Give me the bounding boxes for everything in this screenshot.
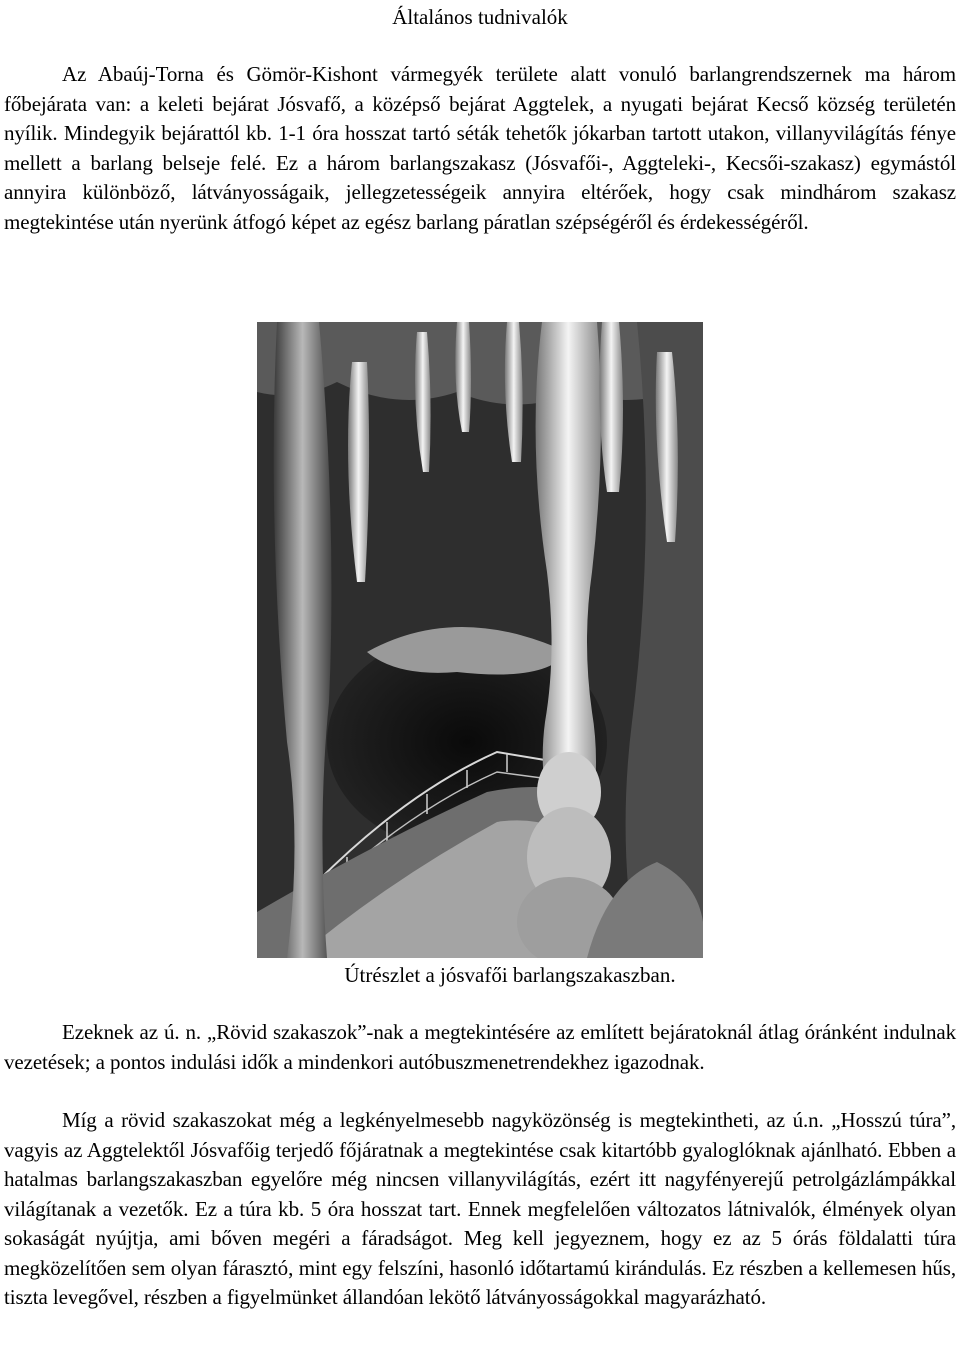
cave-photo — [257, 322, 703, 958]
figure-caption: Útrészlet a jósvafői barlangszakaszban. — [344, 963, 676, 987]
long-tour-paragraph: Míg a rövid szakaszokat még a legkényelmesebb nagyközönség is megtekintheti, az ú.n. „Hosszú túra”, vagyis az Aggtelektől Jósvafőig terjedő főjáratnak a megtekintése csak kitartóbb gyaloglóknak ajánlható. Ebben a hatalmas barlangszakaszban egyelőre még nincsen villanyvilágítás, ezért itt nagyfényerejű petrolgázlámpákkal világítanak a vezetők. Ez a túra kb. 5 óra hosszat tart. Ennek megfelelően változatos látnivalók, élmények olyan sokaságát nyújtja, ami bőven megéri a fáradságot. Meg kell jegyeznem, hogy ez az 5 órás földalatti túra megközelítően sem olyan fárasztó, mint egy felszíni, hasonló időtartamú kirándulás. Ez részben a kellemesen hűs, tiszta levegővel, részben a figyelmünket állandóan lekötő látványosságokkal magyarázható. — [4, 1108, 956, 1309]
intro-paragraph: Az Abaúj-Torna és Gömör-Kishont vármegyék területe alatt vonuló barlangrendszernek ma három főbejárata van: a keleti bejárat Jósvafő, a középső bejárat Aggtelek, a nyugati bejárat Kecső község területén nyílik. Mindegyik bejárattól kb. 1-1 óra hosszat tartó séták tehetők jókarban tartott utakon, villanyvilágítás fénye mellett a barlang belseje felé. Ez a három barlangszakasz (Jósvafői-, Aggteleki-, Kecsői-szakasz) egymástól annyira különböző, látványosságaik, jellegzetességeik annyira eltérőek, hogy csak mindhárom szakasz megtekintése után nyerünk átfogó képet az egész barlang páratlan szépségéről és érdekességéről. — [4, 62, 956, 234]
short-sections-paragraph: Ezeknek az ú. n. „Rövid szakaszok”-nak a megtekintésére az említett bejáratoknál átlag óránként indulnak vezetések; a pontos indulási idők a mindenkori autóbuszmenetrendekhez igazodnak. — [4, 1020, 956, 1074]
page-title: Általános tudnivalók — [392, 5, 568, 29]
